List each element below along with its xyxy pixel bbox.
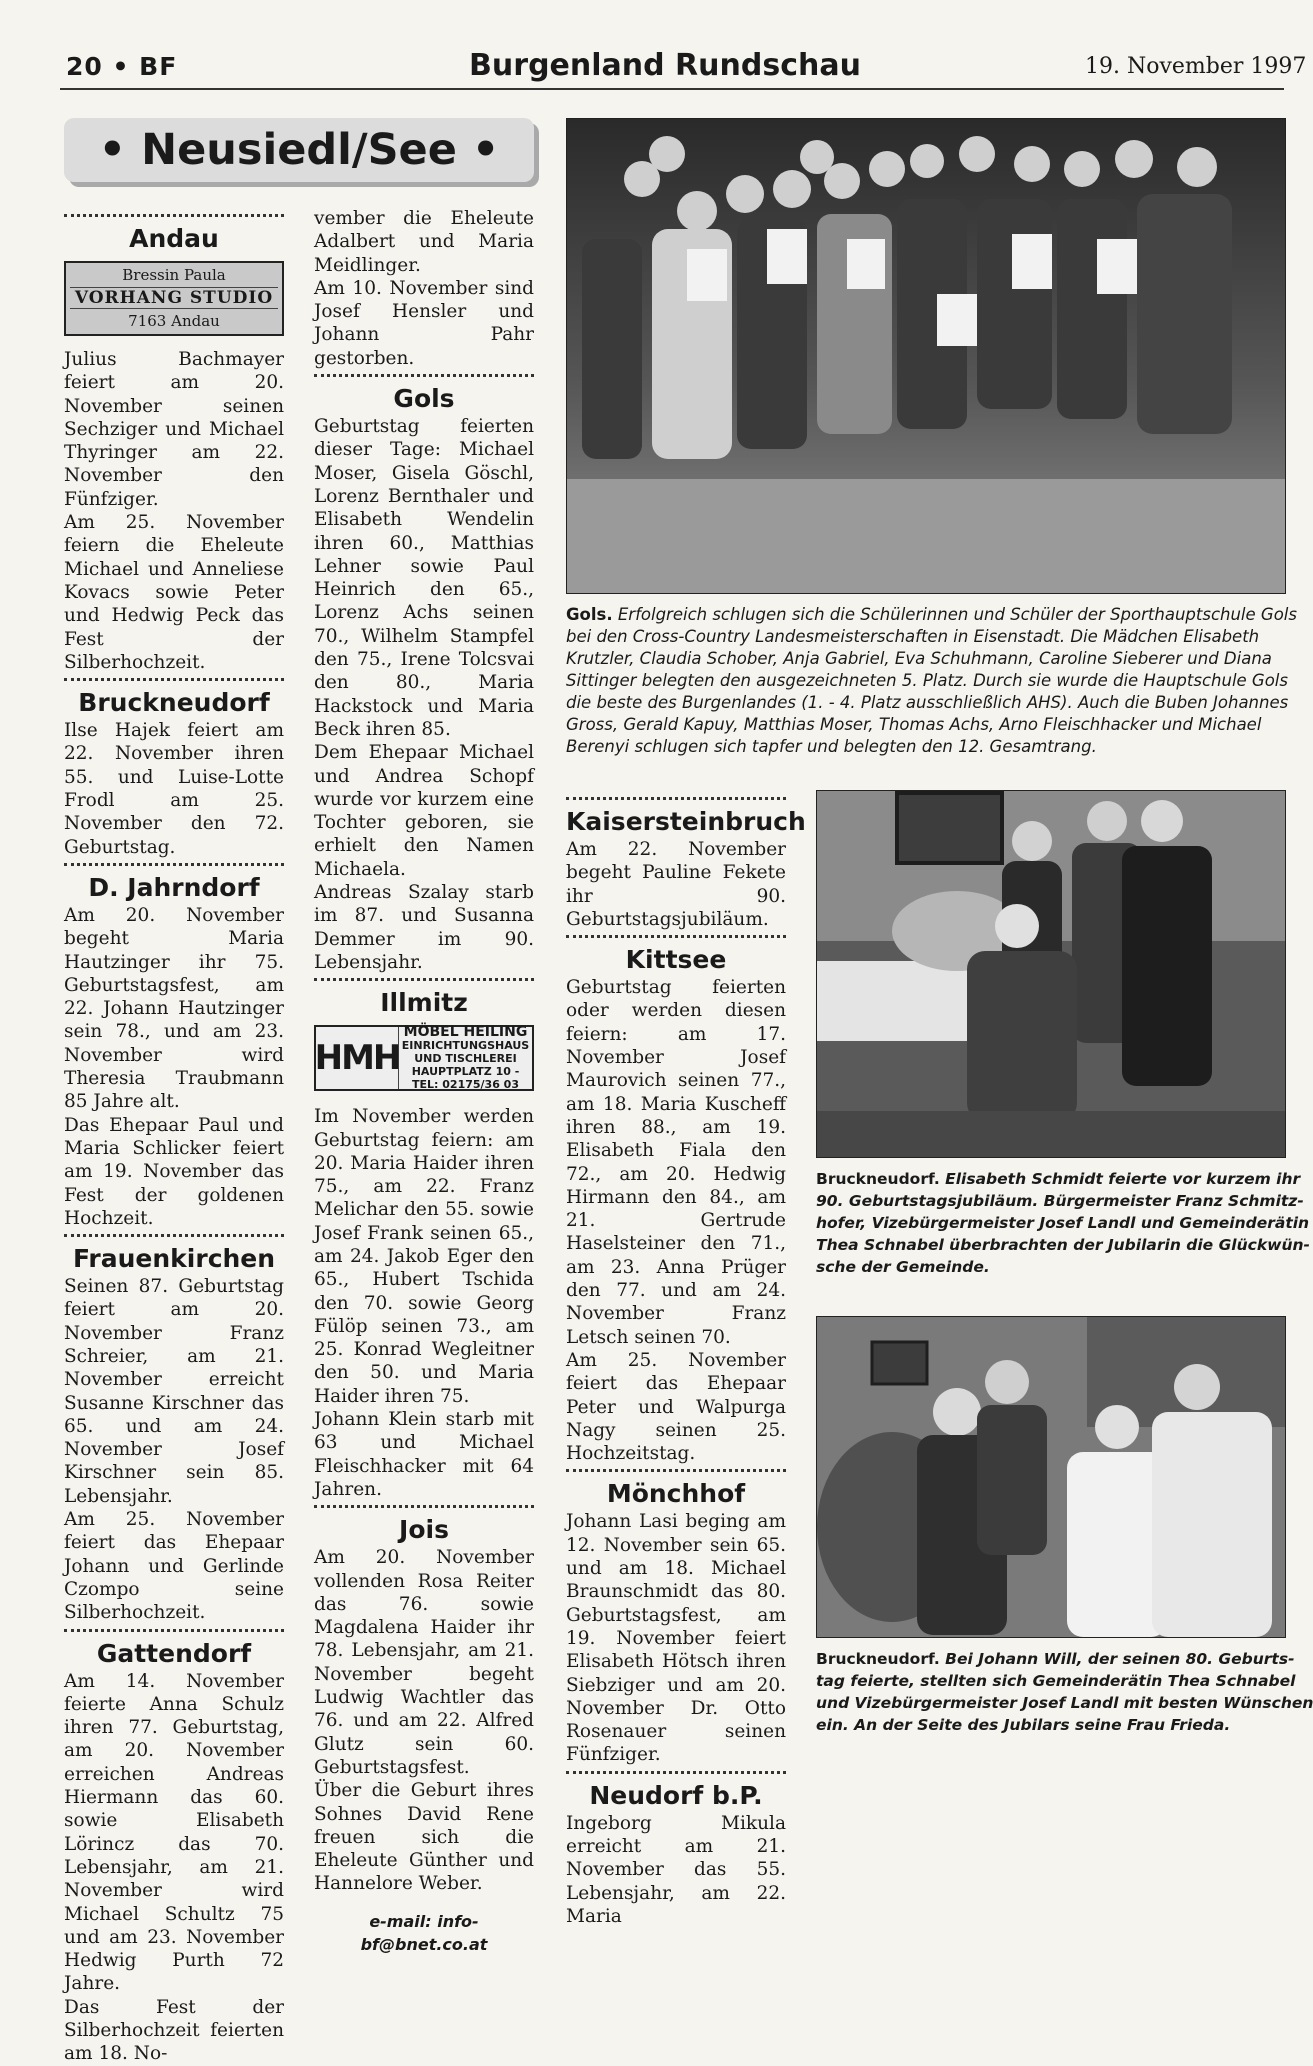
paragraph: Das Fest der Silberhochzeit feierten am 18. No- [64, 1996, 284, 2065]
ad-line: VORHANG STUDIO [70, 287, 278, 309]
section-title-neudorf: Neudorf b.P. [589, 1780, 763, 1810]
caption-place: Bruckneudorf. [816, 1170, 940, 1188]
paragraph: Seinen 87. Geburtstag feiert am 20. November Franz Schreier, am 21. November erreicht Susanne Kirschner das 65. und am 24. November Josef Kirschner sein 85. Lebensjahr. [64, 1276, 284, 1507]
paragraph: Johann Lasi beging am 12. November sein 65. und am 18. Michael Braunschmidt das 80. Geburtstagsfest, am 19. November feiert Elisabeth Hötsch ihren Siebziger und am 20. November Dr. Otto Rosenauer seinen Fünfziger. [566, 1511, 786, 1766]
divider [566, 1469, 786, 1472]
ad-line: 7163 Andau [128, 312, 220, 330]
divider [314, 374, 534, 377]
ad-line: UND TISCHLEREI [414, 1051, 517, 1065]
caption-line: Berenyi schlugen sich tapfer und belegten den 12. Gesamtrang. [566, 737, 1097, 756]
ad-line: Bressin Paula [122, 266, 226, 284]
paragraph: Johann Klein starb mit 63 und Michael Fleischhacker mit 64 Jahren. [314, 1409, 534, 1500]
divider [64, 863, 284, 866]
region-banner: • Neusiedl/See • [64, 118, 534, 182]
heiling-logo: HMH [316, 1027, 399, 1089]
paragraph: Geburtstag feierten dieser Tage: Michael Moser, Gisela Göschl, Lorenz Bernthaler und Elisabeth Wendelin ihren 60., Matthias Lehner sowie Paul Heinrich den 65., Lorenz Achs seinen 70., Wilhelm Stampfel den 75., Irene Tolcsvai den 80., Maria Hackstock und Maria Beck ihren 85. [314, 416, 534, 740]
divider [566, 1771, 786, 1774]
divider [64, 1234, 284, 1237]
section-title-frauenkirchen: Frauenkirchen [72, 1244, 276, 1274]
paragraph: Über die Geburt ihres Sohnes David Rene freuen sich die Eheleute Günther und Hannelore Weber. [314, 1780, 534, 1895]
caption-line: Gross, Gerald Kapuy, Matthias Moser, Thomas Achs, Arno Fleischhacker und Michael [566, 715, 1262, 734]
paragraph: Am 10. November sind Josef Hensler und Johann Pahr gestorben. [314, 277, 534, 369]
caption-line: tag feierte, stellten sich Gemeinderätin Thea Schnabel [816, 1672, 1296, 1690]
section-title-jois: Jois [399, 1515, 449, 1545]
section-title-moenchhof: Mönchhof [606, 1479, 746, 1509]
section-title-bruckneudorf: Bruckneudorf [78, 688, 270, 718]
photo-gols-students [566, 118, 1286, 594]
caption-line: sche der Gemeinde. [816, 1258, 990, 1276]
paragraph: Am 22. November begeht Pauline Fekete ihr 90. Geburtstagsjubiläum. [566, 839, 786, 930]
divider [566, 797, 786, 800]
photo-bruckneudorf-schmidt [816, 790, 1286, 1158]
caption-line: 90. Geburtstagsjubiläum. Bürgermeister Franz Schmitz- [816, 1192, 1304, 1210]
divider [64, 214, 284, 217]
paragraph: Dem Ehepaar Michael und Andrea Schopf wurde vor kurzem eine Tochter geboren, sie erhielt den Namen Michaela. [314, 742, 534, 880]
caption-place: Bruckneudorf. [816, 1650, 940, 1668]
photo-will-image [817, 1317, 1285, 1637]
section-title-kaisersteinbruch: Kaisersteinbruch [566, 807, 806, 836]
paragraph: Am 14. November feierte Anna Schulz ihren 77. Geburtstag, am 20. November erreichen Andreas Hiermann das 60. sowie Elisabeth Lörincz das 70. Lebensjahr, am 21. November wird Michael Schultz 75 und am 23. November Hedwig Purth 72 Jahre. [64, 1670, 284, 1995]
paragraph: Am 25. November feiert das Ehepaar Peter und Walpurga Nagy seinen 25. Hochzeitstag. [566, 1349, 786, 1465]
caption-line: hofer, Vizebürgermeister Josef Landl und Gemeinderätin [816, 1214, 1310, 1232]
divider [64, 678, 284, 681]
paragraph: Am 25. November feiert das Ehepaar Johann und Gerlinde Czompo seine Silberhochzeit. [64, 1509, 284, 1624]
caption-bruckneudorf-1 [816, 1168, 1310, 1278]
caption-gols [566, 604, 1297, 758]
column-1 [64, 210, 284, 2066]
ad-line: HAUPTPLATZ 10 - TEL: 02175/36 03 [411, 1064, 520, 1091]
caption-line: Erfolgreich schlugen sich die Schülerinnen und Schüler der Sporthauptschule Gols [617, 605, 1297, 624]
paragraph: Am 20. November vollenden Rosa Reiter das 76. sowie Magdalena Haider ihr 78. Lebensjahr, am 21. November begeht Ludwig Wachtler das 76. und am 22. Alfred Glutz sein 60. Geburtstagsfest. [314, 1547, 534, 1778]
photo-gols-image [567, 119, 1285, 593]
caption-place: Gols. [566, 605, 613, 624]
paragraph: Das Ehepaar Paul und Maria Schlicker feiert am 19. November das Fest der goldenen Hochzeit. [64, 1114, 284, 1229]
caption-line: Bei Johann Will, der seinen 80. Geburts- [945, 1650, 1295, 1668]
caption-line: und Vizebürgermeister Josef Landl mit besten Wünschen [816, 1694, 1313, 1712]
paragraph: Julius Bachmayer feiert am 20. November seinen Sechziger und Michael Thyringer am 22. November den Fünfziger. [64, 349, 284, 510]
section-title-gols: Gols [393, 384, 455, 414]
divider [64, 1629, 284, 1632]
ad-moebel-heiling [314, 1025, 534, 1091]
publication-title: Burgenland Rundschau [469, 48, 861, 83]
ad-vorhang-studio [64, 261, 284, 336]
caption-line: Krutzler, Claudia Schober, Anja Gabriel, Eva Schuhmann, Caroline Sieberer und Diana [566, 649, 1272, 668]
section-title-jahrndorf: D. Jahrndorf [88, 872, 260, 902]
issue-date: 19. November 1997 [1085, 54, 1307, 79]
paragraph: vember die Eheleute Adalbert und Maria Meidlinger. [314, 208, 534, 276]
column-2 [314, 207, 534, 1956]
email-contact: e-mail: info-bf@bnet.co.at [360, 1911, 488, 1954]
section-title-illmitz: Illmitz [380, 988, 468, 1018]
divider [314, 1505, 534, 1508]
caption-bruckneudorf-2 [816, 1648, 1313, 1736]
caption-line: Thea Schnabel überbrachten der Jubilarin die Glückwün- [816, 1236, 1310, 1254]
caption-line: ein. An der Seite des Jubilars seine Frau Frieda. [816, 1716, 1231, 1734]
ad-line: MÖBEL HEILING [403, 1023, 528, 1040]
ad-line: EINRICHTUNGSHAUS [401, 1038, 530, 1052]
divider [314, 978, 534, 981]
divider [566, 935, 786, 938]
photo-bruckneudorf-will [816, 1316, 1286, 1638]
column-3 [566, 793, 806, 1928]
photo-schmidt-image [817, 791, 1285, 1157]
caption-line: Sittinger belegten den ausgezeichneten 5. Platz. Durch sie wurde die Hauptschule Gols [566, 671, 1288, 690]
section-title-andau: Andau [129, 224, 219, 253]
paragraph: Ingeborg Mikula erreicht am 21. November das 55. Lebensjahr, am 22. Maria [566, 1812, 786, 1927]
section-title-kittsee: Kittsee [625, 945, 727, 975]
section-title-gattendorf: Gattendorf [96, 1638, 252, 1668]
paragraph: Am 20. November begeht Maria Hautzinger ihr 75. Geburtstagsfest, am 22. Johann Hautzinger sein 78., und am 23. November wird Theresia Traubmann 85 Jahre alt. [64, 904, 284, 1113]
caption-line: Elisabeth Schmidt feierte vor kurzem ihr [945, 1170, 1301, 1188]
paragraph: Im November werden Geburtstag feiern: am 20. Maria Haider ihren 75., am 22. Franz Melichar den 55. sowie Josef Frank seinen 65., am 24. Jakob Eger den 65., Hubert Tschida den 70. sowie Georg Fülöp seinen 73., am 25. Konrad Wegleitner den 50. und Maria Haider ihren 75. [314, 1106, 534, 1407]
paragraph: Am 25. November feiern die Eheleute Michael und Anneliese Kovacs sowie Peter und Hedwig Peck das Fest der Silberhochzeit. [64, 512, 284, 673]
header-rule [60, 88, 1284, 90]
caption-line: die beste des Burgenlandes (1. - 4. Platz ausschließlich AHS). Auch die Buben Johannes [566, 693, 1289, 712]
paragraph: Ilse Hajek feiert am 22. November ihren 55. und Luise-Lotte Frodl am 25. November den 72. Geburtstag. [64, 720, 284, 858]
page-label: 20 • BF [66, 52, 178, 81]
paragraph: Andreas Szalay starb im 87. und Susanna Demmer im 90. Lebensjahr. [314, 882, 534, 973]
paragraph: Geburtstag feierten oder werden diesen feiern: am 17. November Josef Maurovich seinen 77., am 18. Maria Kuscheff ihren 88., am 19. Elisabeth Fiala den 72., am 20. Hedwig Hirmann den 84., am 21. Gertrude Haselsteiner den 71., am 23. Anna Prüger den 77. und am 24. November Franz Letsch seinen 70. [566, 977, 786, 1348]
caption-line: bei den Cross-Country Landesmeisterschaften in Eisenstadt. Die Mädchen Elisabeth [566, 627, 1260, 646]
